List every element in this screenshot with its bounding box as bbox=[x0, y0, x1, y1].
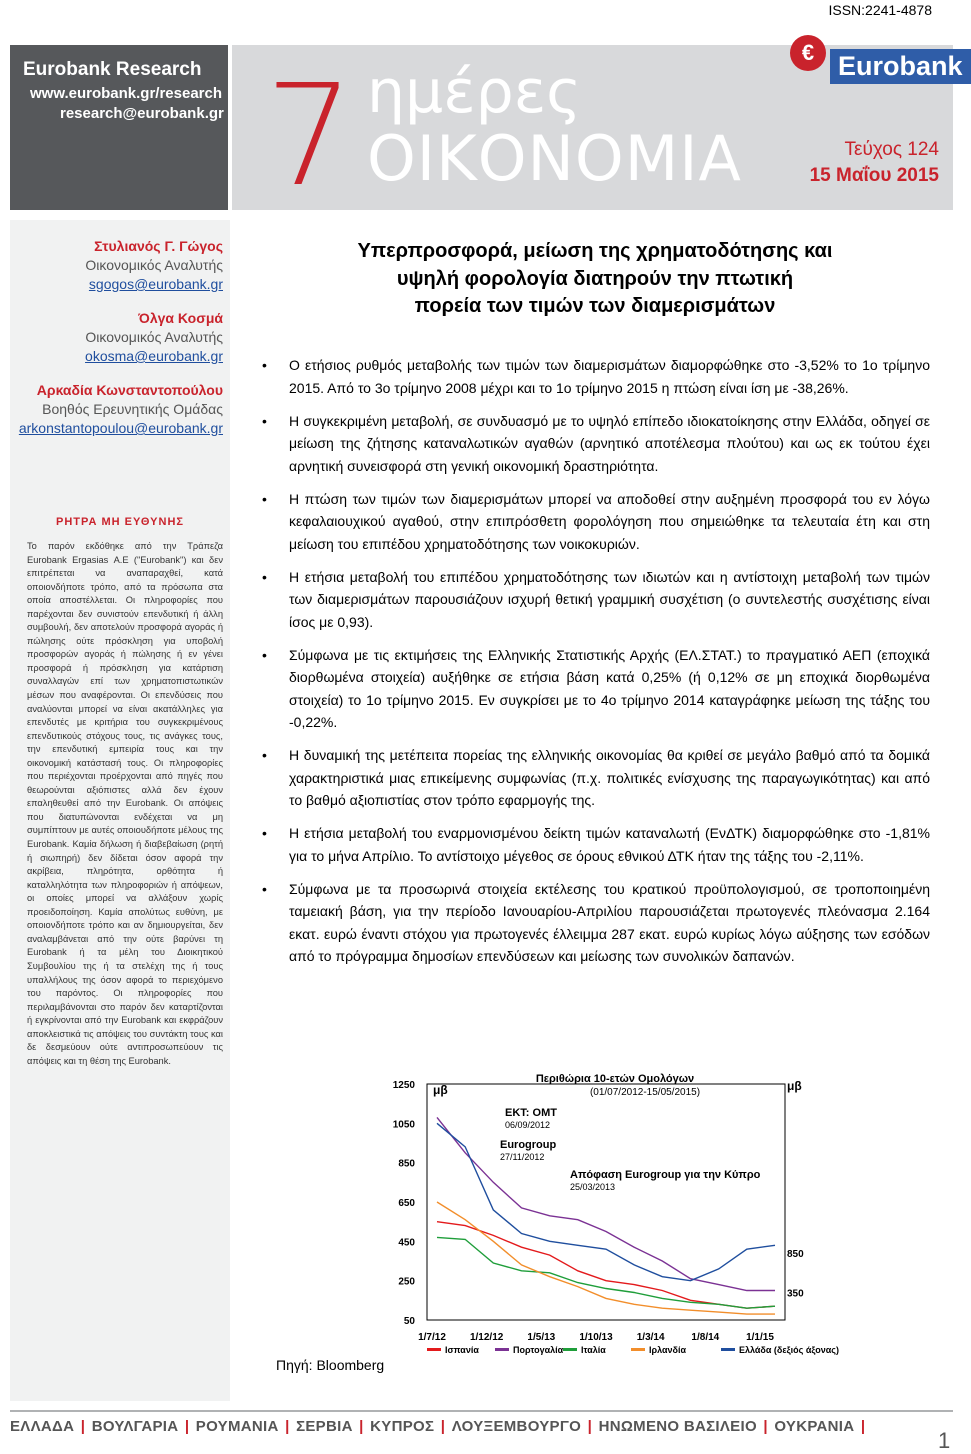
annotation-date: 25/03/2013 bbox=[570, 1182, 616, 1192]
legend-entry: Ιρλανδία bbox=[649, 1345, 686, 1355]
bond-spreads-chart bbox=[385, 1068, 839, 1368]
author-email[interactable]: okosma@eurobank.gr bbox=[85, 348, 223, 364]
y-tick-label: 1050 bbox=[392, 1119, 415, 1131]
page-number: 1 bbox=[938, 1428, 951, 1453]
research-url[interactable]: www.eurobank.gr/research bbox=[30, 85, 223, 102]
list-item bbox=[262, 354, 930, 399]
author-name: Στυλιανός Γ. Γώγος bbox=[94, 238, 223, 254]
y-tick-label-right: 350 bbox=[787, 1288, 804, 1300]
footer-country: ΗΝΩΜΕΝΟ ΒΑΣΙΛΕΙΟ bbox=[598, 1418, 757, 1435]
sidebar bbox=[10, 220, 230, 1401]
list-item bbox=[262, 822, 930, 867]
author-role: Οικονομικός Αναλυτής bbox=[85, 329, 223, 345]
legend-swatch bbox=[495, 1348, 509, 1351]
footer-countries bbox=[10, 1418, 867, 1435]
footer-separator: | bbox=[436, 1418, 450, 1435]
issue-number: Τεύχος 124 bbox=[844, 139, 939, 160]
footer-separator: | bbox=[758, 1418, 773, 1435]
plot-area bbox=[427, 1084, 785, 1320]
footer-separator: | bbox=[583, 1418, 597, 1435]
x-tick-label: 1/10/13 bbox=[579, 1332, 613, 1343]
x-tick-label: 1/8/14 bbox=[691, 1332, 720, 1343]
legend-entry: Ισπανία bbox=[445, 1345, 479, 1355]
issue-date: 15 Μαΐου 2015 bbox=[809, 165, 939, 186]
list-item-text: Η ετήσια μεταβολή του επιπέδου χρηματοδότησης των ιδιωτών και η αντίστοιχη μεταβολή των τιμών των διαμερισμάτων παρουσιάζουν ισχυρή θετική γραμμική συσχέτιση (ο συντελεστής συσχέτισης είναι ίσος με 0,93). bbox=[289, 568, 930, 630]
footer-country: ΕΛΛΑΔΑ bbox=[10, 1418, 75, 1435]
x-tick-label: 1/7/12 bbox=[418, 1332, 446, 1343]
y-axis-label-left: μβ bbox=[433, 1083, 448, 1097]
bullet-icon: • bbox=[262, 357, 267, 373]
footer-country: ΒΟΥΛΓΑΡΙΑ bbox=[91, 1418, 179, 1435]
list-item bbox=[262, 566, 930, 634]
list-item bbox=[262, 644, 930, 734]
list-item-text: Η δυναμική της μετέπειτα πορείας της ελληνικής οικονομίας θα κριθεί σε μεγάλο βαθμό από τα δομικά χαρακτηριστικά μιας επικείμενης συμφωνίας (π.χ. πολιτικές ενίσχυσης της παραγωγικότητας) και από το βαθμό αξιοπιστίας στον τρόπο εφαρμογής της. bbox=[289, 747, 930, 808]
author-name: Αρκαδία Κωνσταντοπούλου bbox=[36, 382, 223, 398]
legend-swatch bbox=[721, 1348, 735, 1351]
annotation-label: ΕΚΤ: ΟΜΤ bbox=[505, 1107, 557, 1119]
bullet-icon: • bbox=[262, 412, 267, 429]
bullet-icon: • bbox=[262, 568, 267, 585]
list-item-text: Η συγκεκριμένη μεταβολή, σε συνδυασμό με το υψηλό επίπεδο ιδιοκατοίκησης στην Ελλάδα, οδηγεί σε μείωση της ζήτησης καταναλωτικών αγαθών (αρνητικό αποτέλεσμα πλούτου) και ως εκ τούτου έχει αρνητική συνεισφορά στη γενική οικονομική δραστηριότητα. bbox=[289, 412, 930, 474]
legend-entry: Ελλάδα (δεξιός άξονας) bbox=[739, 1345, 839, 1355]
research-title: Eurobank Research bbox=[23, 59, 202, 80]
legend-entry: Πορτογαλία bbox=[513, 1345, 564, 1355]
banner-word-days: ημέρες bbox=[367, 57, 582, 127]
big-seven: 7 bbox=[265, 55, 355, 218]
title-line: Υπερπροσφορά, μείωση της χρηματοδότησης και bbox=[357, 240, 833, 262]
author-role: Βοηθός Ερευνητικής Ομάδας bbox=[42, 401, 223, 417]
list-item bbox=[262, 410, 930, 478]
y-tick-label: 850 bbox=[398, 1158, 415, 1170]
annotation-label: Eurogroup bbox=[500, 1139, 557, 1151]
chart-subtitle: (01/07/2012-15/05/2015) bbox=[589, 1087, 701, 1098]
research-box bbox=[10, 45, 228, 210]
legend-swatch bbox=[427, 1348, 441, 1351]
bullet-icon: • bbox=[262, 880, 267, 897]
x-tick-label: 1/3/14 bbox=[636, 1332, 665, 1343]
y-tick-label-right: 850 bbox=[787, 1249, 804, 1261]
annotation-date: 06/09/2012 bbox=[505, 1120, 551, 1130]
footer-separator: | bbox=[76, 1418, 90, 1435]
author-email[interactable]: sgogos@eurobank.gr bbox=[88, 276, 223, 292]
issn: ISSN:2241-4878 bbox=[828, 2, 932, 18]
footer-separator: | bbox=[280, 1418, 295, 1435]
bullet-icon: • bbox=[262, 646, 267, 663]
annotation-label: Απόφαση Eurogroup για την Κύπρο bbox=[570, 1169, 761, 1181]
author-block bbox=[10, 309, 230, 366]
list-item bbox=[262, 878, 930, 968]
list-item-text: Ο ετήσιος ρυθμός μεταβολής των τιμών των διαμερισμάτων διαμορφώθηκε στο -3,52% το 1ο τρίμηνο 2015. Από το 3ο τρίμηνο 2008 μέχρι και το 1ο τρίμηνο 2015 η πτώση είναι ίση με -38,26%. bbox=[289, 357, 930, 396]
annotation-date: 27/11/2012 bbox=[500, 1152, 545, 1162]
footer-country: ΟΥΚΡΑΝΙΑ bbox=[774, 1418, 855, 1435]
research-email[interactable]: research@eurobank.gr bbox=[60, 105, 224, 122]
eurobank-logo bbox=[780, 40, 963, 85]
legend-swatch bbox=[563, 1348, 577, 1351]
footer-separator: | bbox=[354, 1418, 369, 1435]
list-item-text: Η πτώση των τιμών των διαμερισμάτων μπορεί να αποδοθεί στην αυξημένη προσφορά του εν λόγω κεφαλαιουχικού αγαθού, στην επιπρόσθετη φορολόγηση που σημειώθηκε τα τελευταία έτη και στη μείωση του επιπέδου χρηματοδότησης των νοικοκυριών. bbox=[289, 490, 930, 552]
legend-entry: Ιταλία bbox=[581, 1345, 606, 1355]
chart-title: Περιθώρια 10-ετών Ομολόγων bbox=[535, 1073, 695, 1085]
author-role: Οικονομικός Αναλυτής bbox=[85, 257, 223, 273]
footer-separator: | bbox=[180, 1418, 194, 1435]
disclaimer-title: ΡΗΤΡΑ ΜΗ ΕΥΘΥΝΗΣ bbox=[55, 516, 184, 528]
disclaimer-text: Το παρόν εκδόθηκε από την Τράπεζα Eurobank Ergasias Α.Ε ("Eurobank") και δεν επιτρέπεται να αναπαραχθεί, κατά οποιονδήποτε τρόπο, από τα πρόσωπα στα οποία αποστέλλεται. Οι πληροφορίες που παρέχονται δεν συνιστούν επενδυτική ή άλλη συμβουλή, δεν αποτελούν προσφορά αγοράς ή πώλησης ούτε πρόσκληση για υποβολή προσφορών αγοράς ή πώλησης ή εν γένει προσφορά ή πρόσκληση για κατάρτιση συναλλαγών επί των χρηματοπιστωτικών μέσων που αναφέρονται. Οι επενδύσεις που αναλύονται μπορεί να είναι ακατάλληλες για επενδυτές με κριτήρια του συγκεκριμένους επενδυτικούς στόχους τους, τις ανάγκες τους, την επενδυτική εμπειρία τους και την οικονομική κατάστασή τους. Οι πληροφορίες που περιέχονται προέρχονται από πηγές που θεωρούνται αξιόπιστες αλλά δεν έχουν επαληθευθεί από την Eurobank. Οι απόψεις που διατυπώνονται ενδέχεται να μη συμπίπτουν με αυτές οποιουδήποτε μέλους της Eurobank. Καμία δήλωση ή διαβεβαίωση (ρητή ή σιωπηρή) δεν δίδεται όσον αφορά την ακρίβεια, πληρότητα, ορθότητα ή καταλληλότητα των πληροφοριών ή απόψεων, οι οποίες μπορεί να αλλάξουν χωρίς προειδοποίηση. Καμία απολύτως ευθύνη, με οποιονδήποτε τρόπο και αν δημιουργείται, δεν αναλαμβάνεται από την ούτε βαρύνει τη Eurobank ή τα μέλη του Διοικητικού Συμβουλίου της ή τα στελέχη της ή τους υπαλλήλους της όσον αφορά το περιεχόμενο του παρόντος. Οι πληροφορίες που περιλαμβάνονται στο παρόν δεν καταρτίζονται ή εγκρίνονται από την Eurobank και εκφράζουν αποκλειστικά τις απόψεις του συντάκτη τους και δε δεσμεύουν ούτε αντιπροσωπεύουν τις απόψεις και τη θέση της Eurobank. bbox=[27, 541, 223, 1066]
masthead bbox=[10, 40, 963, 218]
bullet-icon: • bbox=[262, 825, 267, 841]
title-line: πορεία των τιμών των διαμερισμάτων bbox=[414, 295, 776, 317]
x-tick-label: 1/5/13 bbox=[527, 1332, 556, 1343]
footer-separator: | bbox=[856, 1418, 866, 1435]
y-tick-label: 1250 bbox=[392, 1080, 415, 1091]
x-tick-label: 1/12/12 bbox=[469, 1332, 504, 1343]
y-tick-label: 650 bbox=[398, 1198, 415, 1209]
chart-source: Πηγή: Bloomberg bbox=[276, 1357, 385, 1373]
title-banner bbox=[232, 40, 963, 218]
y-tick-label: 50 bbox=[403, 1316, 415, 1327]
y-axis-label-right: μβ bbox=[787, 1079, 802, 1093]
y-tick-label: 250 bbox=[398, 1276, 415, 1288]
list-item-text: Σύμφωνα με τις εκτιμήσεις της Ελληνικής Στατιστικής Αρχής (ΕΛ.ΣΤΑΤ.) το πραγματικό ΑΕΠ (εποχικά διορθωμένα στοιχεία) αυξήθηκε σε ετήσια βάση κατά 0,25% (ή 0,12% σε μη εποχικά διορθωμένα στοιχεία) το 1ο τρίμηνο 2015. Εν συγκρίσει με το 4ο τρίμηνο 2014 καταγράφηκε μείωση της τάξης του -0,22%. bbox=[289, 646, 930, 730]
footer-country: ΡΟΥΜΑΝΙΑ bbox=[195, 1418, 279, 1435]
list-item-text: Σύμφωνα με τα προσωρινά στοιχεία εκτέλεσης του κρατικού προϋπολογισμού, σε τροποποιημένη ταμειακή βάση, για την περίοδο Ιανουαρίου-Απριλίου παρουσιάζεται πρωτογενές πλεόνασμα 2.164 εκατ. ευρώ έναντι στόχου για πρωτογενές έλλειμμα 287 εκατ. ευρώ κυρίως λόγω αύξησης των εσόδων από το πρόγραμμα δημοσίων επενδύσεων και μείωσης των συνολικών δαπανών. bbox=[289, 880, 930, 964]
article-title bbox=[262, 238, 928, 321]
logo-text: Eurobank bbox=[830, 49, 971, 84]
x-tick-label: 1/1/15 bbox=[746, 1332, 774, 1343]
footer-divider bbox=[10, 1410, 953, 1412]
legend-swatch bbox=[631, 1348, 645, 1351]
author-block bbox=[10, 381, 230, 438]
list-item bbox=[262, 488, 930, 556]
title-line: υψηλή φορολογία διατηρούν την πτωτική bbox=[396, 267, 794, 290]
footer-country: ΛΟΥΞΕΜΒΟΥΡΓΟ bbox=[451, 1418, 582, 1435]
banner-word-economy: ΟΙΚΟΝΟΜΙΑ bbox=[367, 122, 742, 195]
eurobank-logo-icon: € bbox=[790, 35, 826, 71]
footer-country: ΚΥΠΡΟΣ bbox=[370, 1418, 435, 1435]
list-item-text: Η ετήσια μεταβολή του εναρμονισμένου δείκτη τιμών καταναλωτή (ΕνΔΤΚ) διαμορφώθηκε στο -1,81% για το μήνα Απρίλιο. Το αντίστοιχο μέγεθος σε όρους εθνικού ΔΤΚ ήταν της τάξης του -2,11%. bbox=[289, 825, 930, 864]
highlights-list bbox=[262, 354, 930, 978]
list-item bbox=[262, 744, 930, 812]
bullet-icon: • bbox=[262, 490, 267, 507]
author-block bbox=[10, 237, 230, 294]
y-tick-label: 450 bbox=[398, 1237, 415, 1249]
author-name: Όλγα Κοσμά bbox=[138, 310, 223, 326]
footer-country: ΣΕΡΒΙΑ bbox=[296, 1418, 353, 1435]
author-email[interactable]: arkonstantopoulou@eurobank.gr bbox=[18, 420, 223, 436]
bullet-icon: • bbox=[262, 747, 267, 763]
